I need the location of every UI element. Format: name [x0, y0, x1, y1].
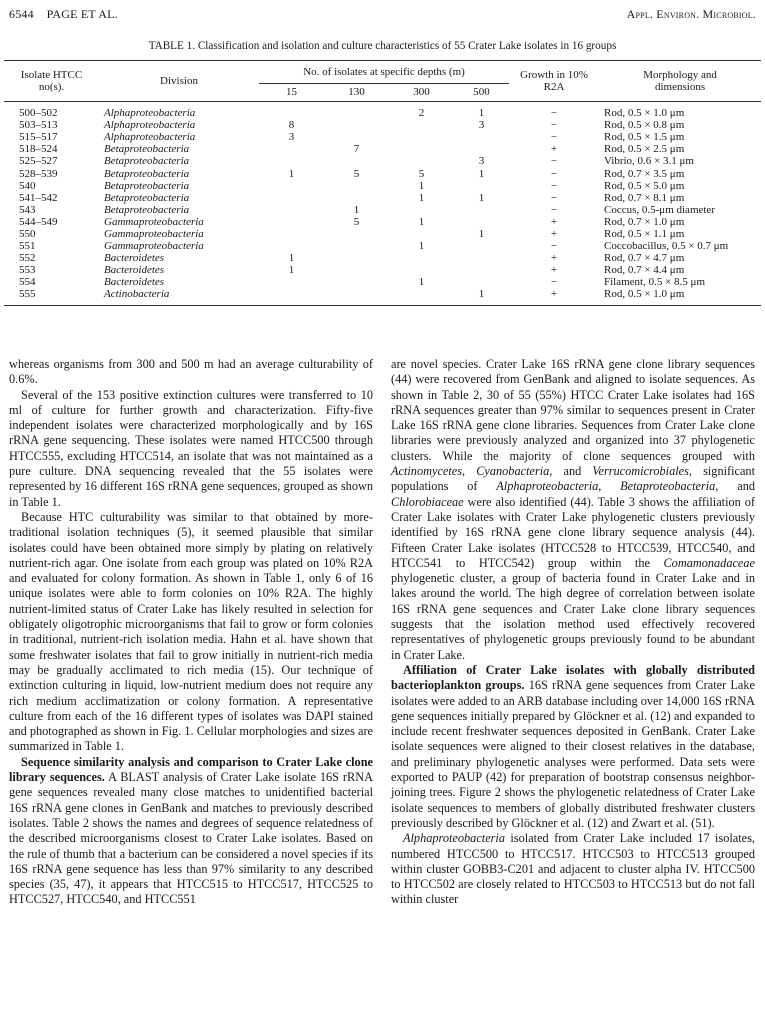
isolate-id-cell: 551: [19, 240, 36, 253]
table-row: [4, 264, 761, 276]
morphology-cell: Rod, 0.5 × 1.0 μm: [604, 107, 685, 120]
growth-cell: −: [550, 107, 558, 120]
table-header: [4, 61, 761, 101]
depth-15-cell: [259, 192, 324, 204]
depth-500-cell: [454, 131, 509, 143]
header-morphology: Morphology and dimensions: [643, 69, 717, 93]
table-row: [4, 180, 761, 192]
depth-15-cell: [259, 276, 324, 288]
depth-15-cell: [259, 180, 324, 192]
depth-300-cell: [389, 119, 454, 131]
depth-500-cell: [454, 216, 509, 228]
header-growth: Growth in 10% R2A: [520, 69, 588, 93]
isolate-id-cell: 541–542: [19, 191, 58, 204]
isolate-id-cell: 503–513: [19, 119, 58, 132]
table-row: [4, 131, 761, 143]
division-cell: Bacteroidetes: [104, 252, 165, 265]
table-bottom-rule: [4, 305, 761, 306]
growth-cell: +: [550, 215, 558, 228]
depth-300-cell: 1: [418, 276, 425, 289]
growth-cell: −: [550, 131, 558, 144]
division-cell: Betaproteobacteria: [104, 143, 190, 156]
division-cell: Betaproteobacteria: [104, 167, 190, 180]
depth-130-cell: [324, 131, 389, 143]
growth-cell: +: [550, 288, 558, 301]
depth-15-cell: [259, 155, 324, 167]
depth-15-cell: [259, 216, 324, 228]
morphology-cell: Rod, 0.5 × 1.5 μm: [604, 131, 685, 144]
table-header-rule: [4, 101, 761, 102]
table-row: [4, 276, 761, 288]
paragraph: Affiliation of Crater Lake isolates with globally distributed bacterioplankton groups. 16S rRNA gene sequences from Crater Lake isolates were added to an ARB database including over 14,000 16S rRNA gene sequences initially prepared by Glöckner et al. (12) and expanded to include recent freshwater sequences deposited in GenBank. Crater Lake isolate sequences were aligned to their closest relatives in the database, and preliminary phylogenetic analyses were performed. Data sets were exported to PAUP (42) for preparation of bootstrap consensus neighbor-joining trees. Figure 2 shows the phylogenetic relatedness of Crater Lake isolate sequences to members of globally distributed freshwater clusters previously described by Glöckner et al. (12) and Zwart et al. (51).: [391, 662, 755, 830]
header-division: Division: [160, 75, 198, 87]
depth-300-cell: [389, 228, 454, 240]
morphology-cell: Rod, 0.7 × 1.0 μm: [604, 215, 685, 228]
growth-cell: −: [550, 240, 558, 253]
header-depth-130: 130: [348, 86, 365, 99]
division-cell: Betaproteobacteria: [104, 191, 190, 204]
growth-cell: +: [550, 252, 558, 265]
paragraph: whereas organisms from 300 and 500 m had an average culturability of 0.6%.: [9, 357, 373, 387]
division-cell: Alphaproteobacteria: [104, 119, 196, 132]
depth-15-cell: 1: [288, 264, 295, 277]
table-row: [4, 143, 761, 155]
depth-130-cell: 5: [353, 215, 360, 228]
table-1: [4, 60, 761, 306]
depth-500-cell: 1: [478, 191, 485, 204]
table-row: [4, 240, 761, 252]
isolate-id-cell: 555: [19, 288, 36, 301]
isolate-id-cell: 540: [19, 179, 36, 192]
table-row: [4, 252, 761, 264]
table-row: [4, 107, 761, 119]
depth-130-cell: [324, 192, 389, 204]
table-row: [4, 155, 761, 167]
morphology-cell: Vibrio, 0.6 × 3.1 μm: [604, 155, 694, 168]
depth-15-cell: 8: [288, 119, 295, 132]
depth-500-cell: 3: [478, 155, 485, 168]
running-head-left: [9, 7, 118, 22]
depth-500-cell: [454, 276, 509, 288]
depth-500-cell: 1: [478, 288, 485, 301]
division-cell: Gammaproteobacteria: [104, 240, 204, 253]
running-head-journal: Appl. Environ. Microbiol.: [626, 7, 756, 21]
morphology-cell: Rod, 0.7 × 3.5 μm: [604, 167, 685, 180]
growth-cell: −: [550, 155, 558, 168]
depth-130-cell: [324, 155, 389, 167]
depth-500-cell: 1: [478, 107, 485, 120]
depth-130-cell: [324, 119, 389, 131]
morphology-cell: Coccus, 0.5-μm diameter: [604, 203, 715, 216]
depth-500-cell: [454, 204, 509, 216]
depth-500-cell: 3: [478, 119, 485, 132]
growth-cell: +: [550, 264, 558, 277]
morphology-cell: Rod, 0.5 × 1.1 μm: [604, 227, 685, 240]
depth-15-cell: 1: [288, 252, 295, 265]
growth-cell: +: [550, 143, 558, 156]
section-heading: Affiliation of Crater Lake isolates with globally distributed bacterioplankton groups.: [391, 662, 755, 693]
division-cell: Betaproteobacteria: [104, 203, 190, 216]
depth-15-cell: [259, 107, 324, 119]
table-body: [4, 107, 761, 301]
depth-130-cell: [324, 264, 389, 276]
depth-130-cell: 1: [353, 203, 360, 216]
depth-300-cell: [389, 143, 454, 155]
morphology-cell: Coccobacillus, 0.5 × 0.7 μm: [604, 240, 729, 253]
depth-300-cell: 1: [418, 240, 425, 253]
depth-130-cell: [324, 180, 389, 192]
depth-500-cell: 1: [478, 167, 485, 180]
isolate-id-cell: 528–539: [19, 167, 58, 180]
running-head-authors: PAGE ET AL.: [46, 7, 118, 21]
depth-130-cell: 5: [353, 167, 360, 180]
morphology-cell: Rod, 0.7 × 4.4 μm: [604, 264, 685, 277]
header-depth-300: 300: [413, 86, 430, 99]
running-head: [9, 7, 756, 25]
depth-130-cell: [324, 228, 389, 240]
depth-15-cell: [259, 228, 324, 240]
depth-130-cell: 7: [353, 143, 360, 156]
morphology-cell: Filament, 0.5 × 8.5 μm: [604, 276, 706, 289]
table-row: [4, 228, 761, 240]
table-row: [4, 167, 761, 179]
growth-cell: +: [550, 227, 558, 240]
morphology-cell: Rod, 0.7 × 8.1 μm: [604, 191, 685, 204]
depth-15-cell: 3: [288, 131, 295, 144]
division-cell: Alphaproteobacteria: [104, 131, 196, 144]
depth-130-cell: [324, 240, 389, 252]
depth-130-cell: [324, 288, 389, 300]
division-cell: Alphaproteobacteria: [104, 107, 196, 120]
table-caption: TABLE 1. Classification and isolation and culture characteristics of 55 Crater Lake isolates in 16 groups: [148, 40, 617, 52]
depth-15-cell: [259, 204, 324, 216]
division-cell: Gammaproteobacteria: [104, 227, 204, 240]
table-row: [4, 216, 761, 228]
isolate-id-cell: 554: [19, 276, 36, 289]
depth-300-cell: 1: [418, 191, 425, 204]
morphology-cell: Rod, 0.5 × 0.8 μm: [604, 119, 685, 132]
page-number: 6544: [9, 7, 34, 21]
header-isolate: Isolate HTCC no(s).: [20, 69, 83, 93]
paragraph: are novel species. Crater Lake 16S rRNA gene clone library sequences (44) were recovered from GenBank and aligned to isolate sequences. As shown in Table 2, 30 of 55 (55%) HTCC Crater Lake isolates had 16S rRNA sequences greater than 97% similar to sequences present in Crater Lake 16S rRNA gene clone libraries. Sequences from Crater Lake clone libraries were previously analyzed and organized into 37 phylogenetic clusters. While the majority of clone sequences grouped with Actinomycetes, Cyanobacteria, and Verrucomicrobiales, significant populations of Alphaproteobacteria, Betaproteobacteria, and Chlorobiaceae were also identified (44). Table 3 shows the affiliation of Crater Lake isolates with Crater Lake phylogenetic clusters previously identified by 16S rRNA gene clone library sequence analysis (44). Fifteen Crater Lake isolates (HTCC528 to HTCC539, HTCC540, and HTCC541 to HTCC542) group within the Comamonadaceae phylogenetic cluster, a group of bacteria found in Crater Lake and in lakes around the world. The high degree of correlation between isolate 16S rRNA gene sequences and Crater Lake clone library sequences suggests that the isolation method used effectively recovered representatives of phylogenetic groups previously found to be abundant in Crater Lake.: [391, 357, 755, 662]
division-cell: Betaproteobacteria: [104, 155, 190, 168]
depth-130-cell: [324, 107, 389, 119]
isolate-id-cell: 518–524: [19, 143, 58, 156]
left-text-column: [9, 357, 373, 908]
growth-cell: −: [550, 167, 558, 180]
isolate-id-cell: 500–502: [19, 107, 58, 120]
depth-300-cell: [389, 252, 454, 264]
section-heading: Sequence similarity analysis and comparison to Crater Lake clone library sequences.: [9, 754, 373, 785]
table-row: [4, 204, 761, 216]
right-text-column: [391, 357, 755, 908]
table-rows: [4, 107, 761, 301]
paragraph: Several of the 153 positive extinction cultures were transferred to 10 ml of culture for further growth and characterization. Fifty-five independent isolates were characterized morphologically and by 16S rRNA gene sequencing. These isolates were named HTCC500 through HTCC555, excluding HTCC514, an isolate that was not maintained as a pure culture. DNA sequencing revealed that the 55 isolates were represented by 16 different 16S rRNA gene sequences, grouped as shown in Table 1.: [9, 387, 373, 509]
depth-15-cell: 1: [288, 167, 295, 180]
depth-300-cell: [389, 288, 454, 300]
depth-15-cell: [259, 288, 324, 300]
isolate-id-cell: 553: [19, 264, 36, 277]
growth-cell: −: [550, 119, 558, 132]
division-cell: Bacteroidetes: [104, 264, 165, 277]
isolate-id-cell: 543: [19, 203, 36, 216]
isolate-id-cell: 550: [19, 227, 36, 240]
division-cell: Betaproteobacteria: [104, 179, 190, 192]
table-row: [4, 192, 761, 204]
isolate-id-cell: 552: [19, 252, 36, 265]
isolate-id-cell: 544–549: [19, 215, 58, 228]
depth-130-cell: [324, 276, 389, 288]
depth-300-cell: [389, 204, 454, 216]
header-depth-group: No. of isolates at specific depths (m): [259, 61, 509, 83]
depth-15-cell: [259, 143, 324, 155]
paragraph: Sequence similarity analysis and comparison to Crater Lake clone library sequences. A BLAST analysis of Crater Lake isolate 16S rRNA gene sequences revealed many close matches to unidentified bacterial 16S rRNA gene clones in GenBank and matches to previously described isolates. Table 2 shows the names and degrees of sequence relatedness of the described microorganisms closest to Crater Lake isolates. Based on the rule of thumb that a bacterium can be considered a novel species if its 16S rRNA gene sequence has less than 97% similarity to any described species (35, 47), it appears that HTCC515 to HTCC517, HTCC525 to HTCC527, HTCC540, and HTCC551: [9, 754, 373, 907]
division-cell: Gammaproteobacteria: [104, 215, 204, 228]
paragraph: Alphaproteobacteria isolated from Crater Lake included 17 isolates, numbered HTCC500 to HTCC517. HTCC503 to HTCC513 grouped within cluster GOBB3-C201 and adjacent to cluster alpha IV. HTCC500 to HTCC502 are closely related to HTCC503 to HTCC513 but do not fall within cluster: [391, 831, 755, 907]
depth-300-cell: [389, 264, 454, 276]
morphology-cell: Rod, 0.7 × 4.7 μm: [604, 252, 685, 265]
depth-500-cell: [454, 240, 509, 252]
division-cell: Actinobacteria: [104, 288, 170, 301]
division-cell: Bacteroidetes: [104, 276, 165, 289]
paragraph: Because HTC culturability was similar to that obtained by more-traditional isolation techniques (5), it seemed plausible that similar isolates could have been obtained more simply by plating on relatively nutrient-rich agar. One isolate from each group was plated on 10% R2A and evaluated for colony formation. As shown in Table 1, only 6 of 16 unique isolates were able to form colonies on 10% R2A. The highly nutrient-limited status of Crater Lake has likely resulted in selection for obligately oligotrophic microorganisms that fail to grow or form colonies in traditional, nutrient-rich isolation media. Hahn et al. have shown that some freshwater isolates that fail to grow initially in nutrient-rich media may be gradually acclimated to rich media (15). Our technique of extinction culturing in liquid, low-nutrient medium does not require any rich medium acclimatization or colony formation. A representative culture from each of the 16 different types of isolates was DAPI stained and photographed as shown in Fig. 1. Cellular morphologies and sizes are summarized in Table 1.: [9, 509, 373, 754]
depth-130-cell: [324, 252, 389, 264]
depth-500-cell: [454, 143, 509, 155]
header-depth-500: 500: [473, 86, 490, 99]
morphology-cell: Rod, 0.5 × 2.5 μm: [604, 143, 685, 156]
growth-cell: −: [550, 179, 558, 192]
growth-cell: −: [550, 191, 558, 204]
morphology-cell: Rod, 0.5 × 5.0 μm: [604, 179, 685, 192]
table-row: [4, 288, 761, 300]
depth-300-cell: 2: [418, 107, 425, 120]
depth-15-cell: [259, 240, 324, 252]
depth-300-cell: 1: [418, 179, 425, 192]
header-depth-15: 15: [286, 86, 297, 99]
morphology-cell: Rod, 0.5 × 1.0 μm: [604, 288, 685, 301]
depth-500-cell: 1: [478, 227, 485, 240]
table-row: [4, 119, 761, 131]
depth-300-cell: [389, 131, 454, 143]
growth-cell: −: [550, 203, 558, 216]
depth-300-cell: 5: [418, 167, 425, 180]
depth-300-cell: 1: [418, 215, 425, 228]
isolate-id-cell: 525–527: [19, 155, 58, 168]
isolate-id-cell: 515–517: [19, 131, 58, 144]
depth-500-cell: [454, 252, 509, 264]
depth-500-cell: [454, 180, 509, 192]
depth-300-cell: [389, 155, 454, 167]
depth-500-cell: [454, 264, 509, 276]
growth-cell: −: [550, 276, 558, 289]
